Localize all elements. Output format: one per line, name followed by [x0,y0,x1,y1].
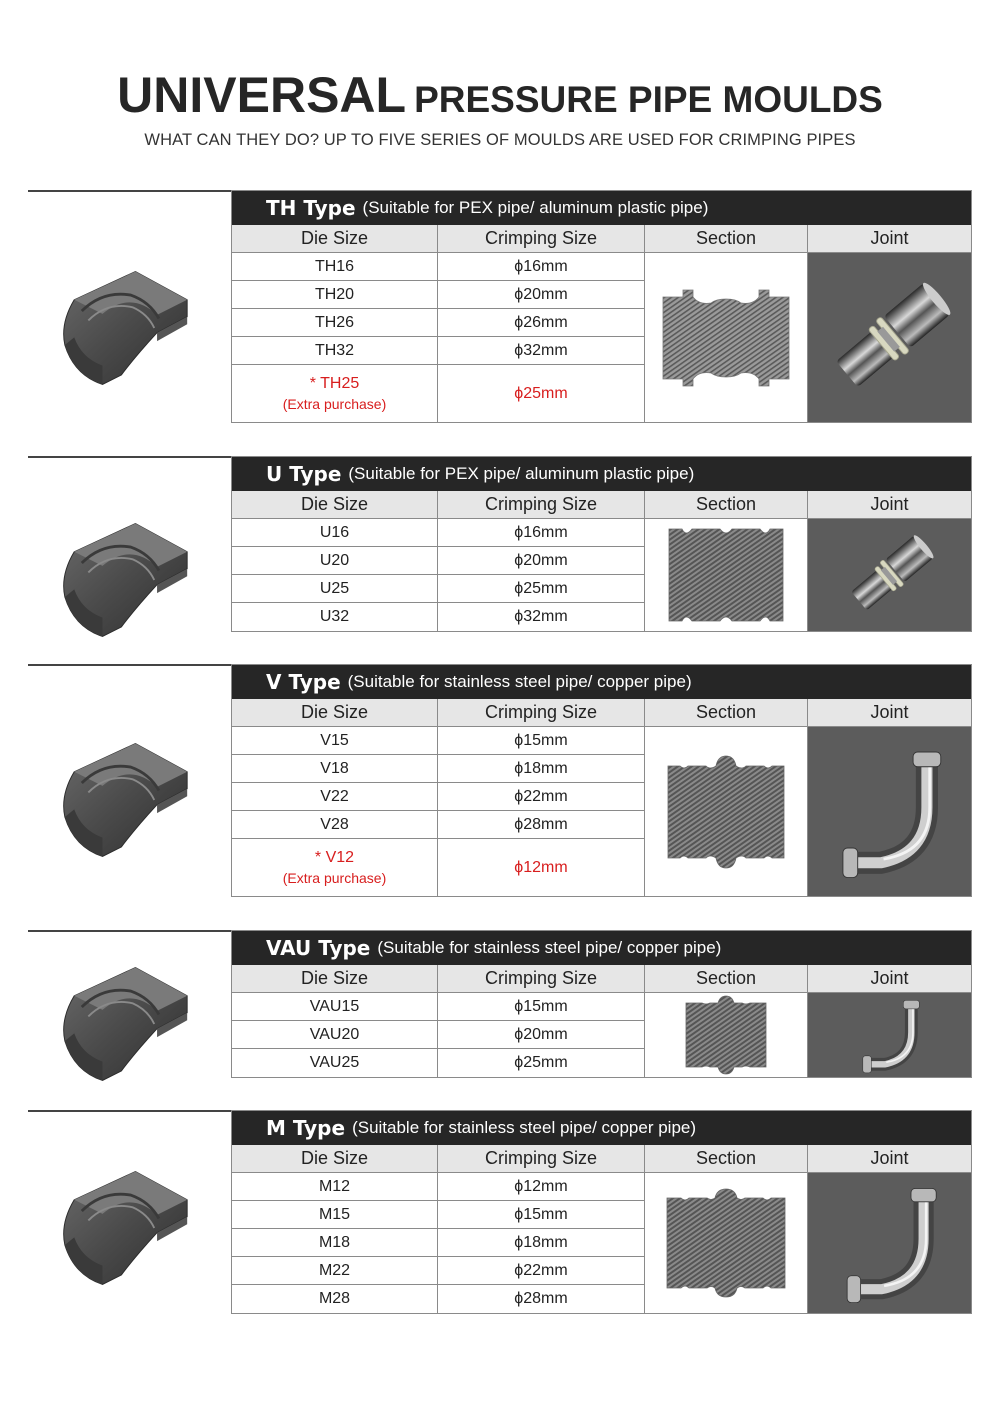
crimping-size-cell: ϕ26mm [438,309,645,337]
divider [28,930,232,932]
column-crimping-size: Crimping Size [438,699,645,727]
die-size-cell: M15 [232,1201,438,1229]
section-vau-type [28,930,972,1080]
crimping-size-cell: ϕ22mm [438,1257,645,1285]
title-rest: PRESSURE PIPE MOULDS [414,79,883,120]
crimping-size-cell: ϕ20mm [438,547,645,575]
extra-purchase-note: (Extra purchase) [282,396,387,412]
column-joint: Joint [808,1145,971,1173]
die-size-cell: U25 [232,575,438,603]
extra-crimping-size-cell: ϕ12mm [438,839,645,896]
th-section-icon [661,289,791,387]
vau-type-table [231,930,972,1078]
table-header-bar [232,1111,971,1145]
type-description: (Suitable for stainless steel pipe/ copper pipe) [347,672,692,691]
crimping-size-cell: ϕ12mm [438,1173,645,1201]
column-section: Section [645,1145,808,1173]
straight-coupling-icon [815,263,965,413]
die-size-cell: VAU20 [232,1021,438,1049]
die-size-cell: U20 [232,547,438,575]
divider [28,1110,232,1112]
type-name: V Type [266,670,341,694]
page-subtitle: WHAT CAN THEY DO? UP TO FIVE SERIES OF MOULDS ARE USED FOR CRIMPING PIPES [144,131,856,149]
extra-die-size: * V12 [314,849,355,866]
die-size-cell: V28 [232,811,438,839]
table-header-bar [232,931,971,965]
die-size-cell: M22 [232,1257,438,1285]
crimping-size-cell: ϕ20mm [438,281,645,309]
type-description: (Suitable for stainless steel pipe/ copper pipe) [377,938,722,957]
u-type-table [231,456,972,632]
die-size-cell: TH16 [232,253,438,281]
extra-crimping-size-cell: ϕ25mm [438,365,645,422]
column-crimping-size: Crimping Size [438,1145,645,1173]
joint-cell [808,727,971,896]
section-cell [645,519,808,631]
die-size-cell: VAU25 [232,1049,438,1077]
die-size-cell: TH20 [232,281,438,309]
column-section: Section [645,699,808,727]
type-name: M Type [266,1116,346,1140]
crimping-size-cell: ϕ32mm [438,603,645,631]
type-name: U Type [266,462,342,486]
extra-die-size-cell [232,839,438,896]
th-mould-icon [46,262,206,394]
m-section-icon [665,1188,787,1298]
page-title [0,66,1000,124]
column-crimping-size: Crimping Size [438,965,645,993]
section-cell [645,1173,808,1313]
section-cell [645,993,808,1077]
column-die-size: Die Size [232,965,438,993]
die-size-cell: TH32 [232,337,438,365]
u-mould-icon [46,514,206,646]
u-section-icon [668,525,784,625]
joint-cell [808,253,971,422]
die-size-cell: U32 [232,603,438,631]
v-mould-icon [46,734,206,866]
m-type-table [231,1110,972,1314]
column-joint: Joint [808,225,971,253]
extra-die-size: * TH25 [309,375,360,392]
column-die-size: Die Size [232,225,438,253]
crimping-size-cell: ϕ28mm [438,1285,645,1313]
crimping-size-cell: ϕ32mm [438,337,645,365]
crimping-size-cell: ϕ16mm [438,253,645,281]
column-section: Section [645,491,808,519]
die-size-cell: V22 [232,783,438,811]
die-size-cell: TH26 [232,309,438,337]
crimping-size-cell: ϕ22mm [438,783,645,811]
type-name: TH Type [266,196,356,220]
column-crimping-size: Crimping Size [438,225,645,253]
column-die-size: Die Size [232,491,438,519]
joint-cell [808,519,971,631]
table-header-bar [232,457,971,491]
crimping-size-cell: ϕ25mm [438,575,645,603]
column-die-size: Die Size [232,699,438,727]
crimping-size-cell: ϕ15mm [438,993,645,1021]
divider [28,664,232,666]
crimping-size-cell: ϕ16mm [438,519,645,547]
die-size-cell: M12 [232,1173,438,1201]
table-header-bar [232,191,971,225]
column-joint: Joint [808,491,971,519]
die-size-cell: M18 [232,1229,438,1257]
v-type-table [231,664,972,897]
crimping-size-cell: ϕ25mm [438,1049,645,1077]
extra-purchase-note: (Extra purchase) [282,870,387,886]
section-v-type [28,664,972,900]
column-crimping-size: Crimping Size [438,491,645,519]
vau-mould-icon [46,958,206,1090]
vau-section-icon [684,995,768,1075]
elbow-fitting-icon [830,742,950,882]
type-description: (Suitable for PEX pipe/ aluminum plastic pipe) [362,198,709,217]
v-section-icon [666,754,786,870]
section-m-type [28,1110,972,1316]
th-type-table [231,190,972,423]
crimping-size-cell: ϕ15mm [438,727,645,755]
m-mould-icon [46,1162,206,1294]
elbow-fitting-icon [834,1180,946,1306]
section-cell [645,253,808,422]
extra-die-size-cell [232,365,438,422]
title-bold: UNIVERSAL [117,67,407,123]
type-description: (Suitable for PEX pipe/ aluminum plastic pipe) [348,464,695,483]
divider [28,190,232,192]
section-u-type [28,456,972,634]
die-size-cell: U16 [232,519,438,547]
section-th-type [28,190,972,426]
column-joint: Joint [808,965,971,993]
column-section: Section [645,225,808,253]
die-size-cell: M28 [232,1285,438,1313]
type-name: VAU Type [266,936,371,960]
divider [28,456,232,458]
column-section: Section [645,965,808,993]
straight-coupling-icon [835,521,945,629]
column-joint: Joint [808,699,971,727]
crimping-size-cell: ϕ20mm [438,1021,645,1049]
elbow-fitting-icon [855,995,925,1075]
joint-cell [808,993,971,1077]
crimping-size-cell: ϕ15mm [438,1201,645,1229]
type-description: (Suitable for stainless steel pipe/ copper pipe) [352,1118,697,1137]
joint-cell [808,1173,971,1313]
crimping-size-cell: ϕ18mm [438,755,645,783]
crimping-size-cell: ϕ28mm [438,811,645,839]
die-size-cell: V15 [232,727,438,755]
section-cell [645,727,808,896]
table-header-bar [232,665,971,699]
die-size-cell: V18 [232,755,438,783]
column-die-size: Die Size [232,1145,438,1173]
die-size-cell: VAU15 [232,993,438,1021]
crimping-size-cell: ϕ18mm [438,1229,645,1257]
